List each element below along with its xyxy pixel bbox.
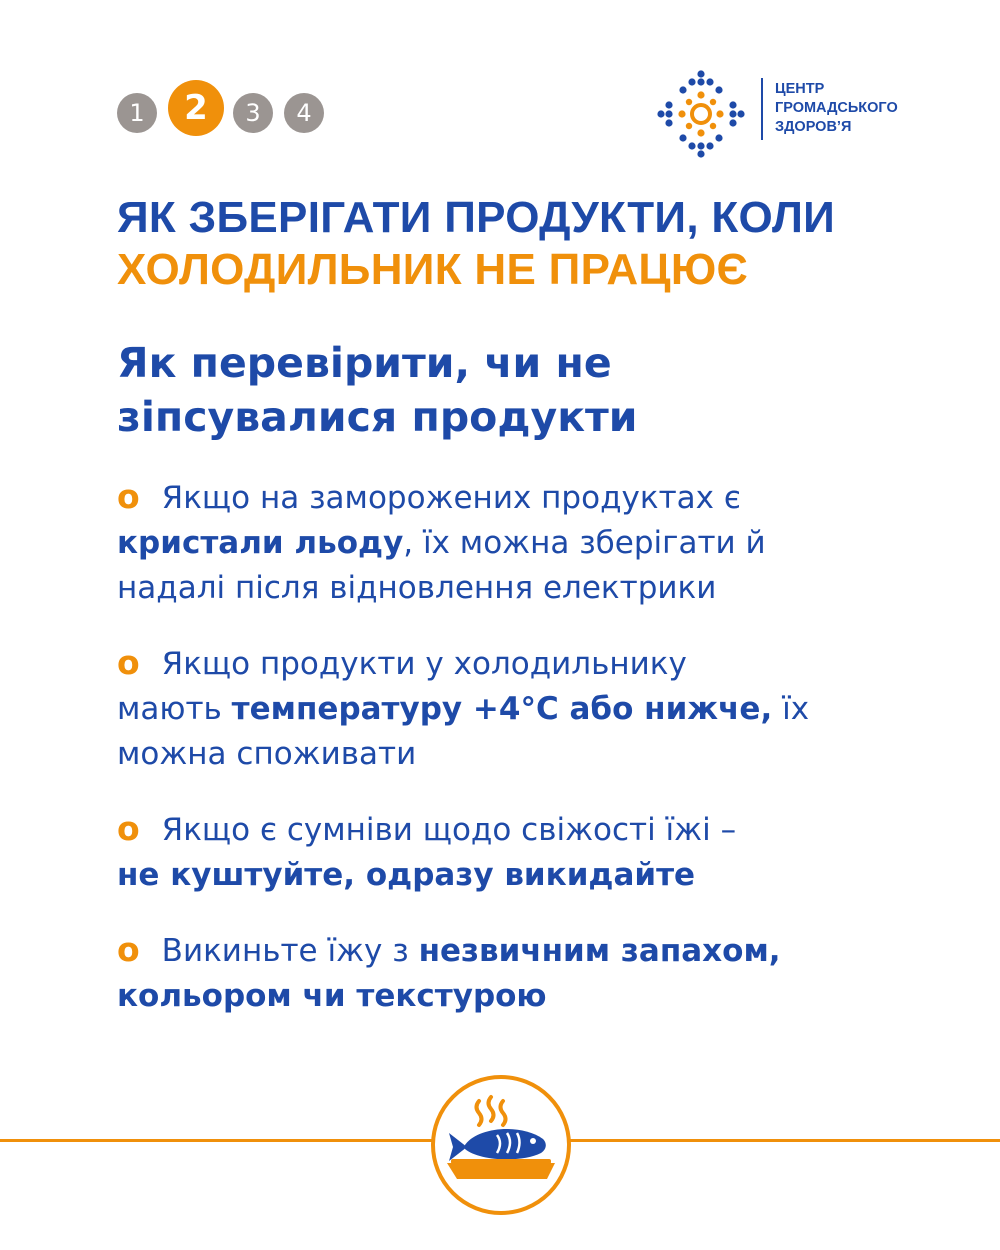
bullet-marker-icon: o: [117, 930, 140, 969]
bullet-marker-icon: o: [117, 809, 140, 848]
logo-line-3: ЗДОРОВ’Я: [775, 119, 852, 135]
page-dot-4[interactable]: 4: [284, 93, 324, 133]
title-line-1: ЯК ЗБЕРІГАТИ ПРОДУКТИ, КОЛИ: [117, 193, 836, 242]
bullet-1-bold: кристали льоду: [117, 525, 404, 561]
subtitle-line-1: Як перевірити, чи не: [117, 339, 612, 387]
fish-on-plate-icon: [431, 1075, 571, 1215]
bullet-marker-icon: o: [117, 477, 140, 516]
bullet-marker-icon: o: [117, 643, 140, 682]
logo-divider: [761, 78, 763, 140]
bullet-2-line-3: можна споживати: [117, 736, 417, 772]
logo-line-2: ГРОМАДСЬКОГО: [775, 100, 898, 116]
bullet-1-line-1: Якщо на заморожених продуктах є: [161, 480, 741, 516]
bullet-2-line-2-pre: мають: [117, 691, 232, 727]
bullet-1-line-2: , їх можна зберігати й: [403, 525, 766, 561]
list-item-3: [117, 806, 917, 898]
bullet-4-bold-2: кольором чи текстурою: [117, 978, 547, 1014]
list-item-4: [117, 927, 917, 1019]
page-dot-3[interactable]: 3: [233, 93, 273, 133]
page-title: [117, 192, 835, 296]
list-item-2: [117, 640, 917, 777]
bullet-2-line-1: Якщо продукти у холодильнику: [161, 646, 687, 682]
bullet-1-line-3: надалі після відновлення електрики: [117, 570, 717, 606]
title-line-2: ХОЛОДИЛЬНИК НЕ ПРАЦЮЄ: [117, 245, 749, 294]
bullet-3-bold: не куштуйте, одразу викидайте: [117, 857, 696, 893]
list-item-1: [117, 474, 917, 611]
bullet-2-line-2-rest: їх: [772, 691, 810, 727]
page-dot-1[interactable]: 1: [117, 93, 157, 133]
bullet-3-line-1: Якщо є сумніви щодо свіжості їжі –: [161, 812, 737, 848]
section-heading: [117, 336, 877, 444]
bullet-4-bold-1: незвичним запахом,: [418, 933, 781, 969]
bullet-4-line-1-pre: Викиньте їжу з: [161, 933, 419, 969]
logo-line-1: ЦЕНТР: [775, 81, 825, 97]
page-indicator: [117, 90, 335, 136]
public-health-center-logo-icon: [655, 68, 747, 164]
subtitle-line-2: зіпсувалися продукти: [117, 393, 638, 441]
page-dot-2-active[interactable]: 2: [168, 80, 224, 136]
logo-wordmark: [775, 80, 898, 137]
bullet-2-bold: температуру +4°С або нижче,: [231, 691, 773, 727]
